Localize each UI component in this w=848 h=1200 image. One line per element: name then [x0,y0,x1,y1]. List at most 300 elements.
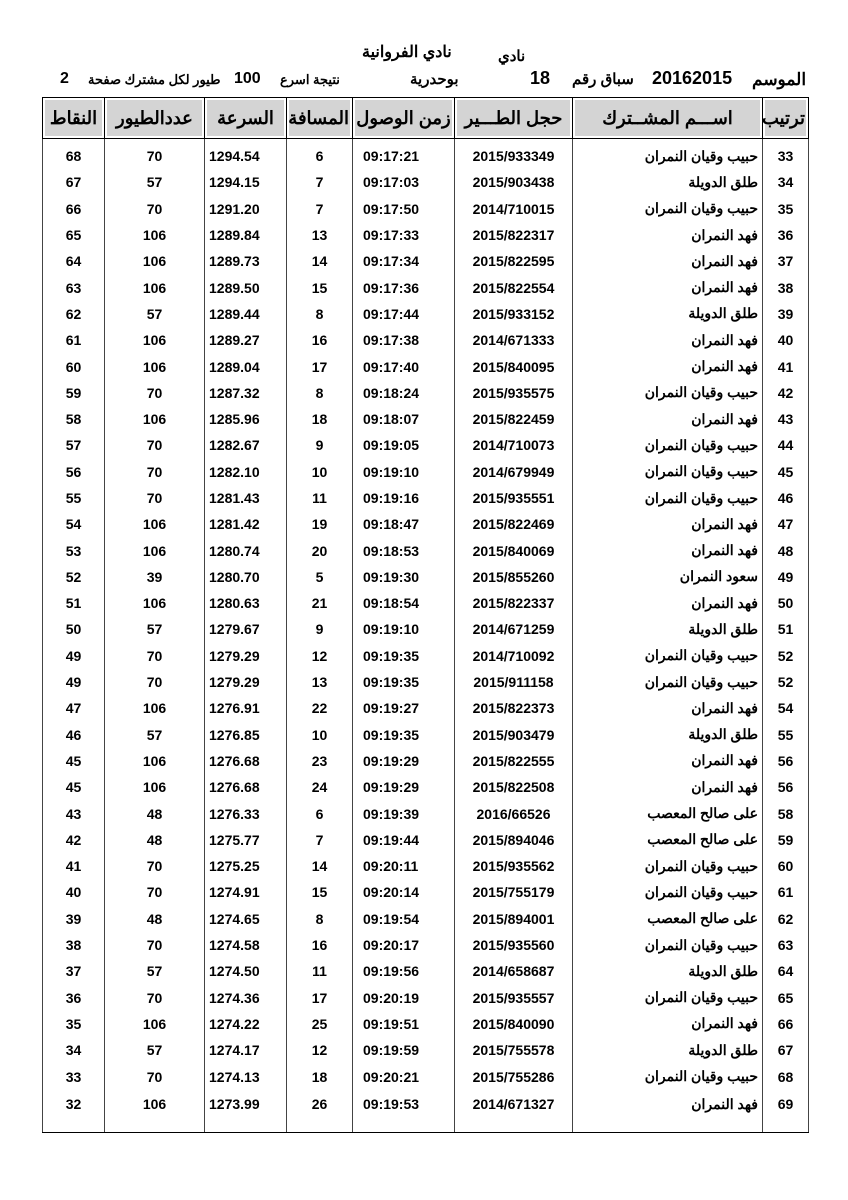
cell-ring: 2015/933349 [455,139,573,170]
cell-ring: 2014/671327 [455,1090,573,1133]
cell-distance: 16 [287,932,353,958]
cell-ring: 2015/822554 [455,274,573,300]
cell-ring: 2015/840095 [455,353,573,379]
cell-arrival-time: 09:19:39 [353,800,455,826]
cell-rank: 55 [763,722,809,748]
cell-points: 49 [43,643,105,669]
cell-distance: 9 [287,432,353,458]
cell-ring: 2015/755578 [455,1037,573,1063]
cell-ring: 2015/911158 [455,669,573,695]
cell-arrival-time: 09:17:44 [353,301,455,327]
cell-points: 47 [43,695,105,721]
cell-arrival-time: 09:19:05 [353,432,455,458]
table-row [43,827,809,853]
cell-participant: فهد النمران [573,406,763,432]
cell-speed: 1280.74 [205,537,287,563]
table-row [43,879,809,905]
cell-points: 51 [43,590,105,616]
cell-arrival-time: 09:20:19 [353,985,455,1011]
cell-arrival-time: 09:20:21 [353,1063,455,1089]
cell-rank: 40 [763,327,809,353]
cell-points: 33 [43,1063,105,1089]
cell-arrival-time: 09:19:56 [353,958,455,984]
table-row [43,853,809,879]
cell-ring: 2015/822595 [455,248,573,274]
cell-distance: 14 [287,853,353,879]
cell-arrival-time: 09:17:40 [353,353,455,379]
cell-distance: 8 [287,380,353,406]
cell-bird-count: 106 [105,248,205,274]
cell-speed: 1274.58 [205,932,287,958]
col-bird-count: عددالطيور [105,98,205,139]
cell-speed: 1276.91 [205,695,287,721]
cell-participant: فهد النمران [573,274,763,300]
cell-ring: 2015/840069 [455,537,573,563]
cell-participant: فهد النمران [573,248,763,274]
cell-participant: حبيب وقيان النمران [573,1063,763,1089]
cell-arrival-time: 09:19:29 [353,774,455,800]
col-rank: ترتيب [763,98,809,139]
cell-bird-count: 70 [105,985,205,1011]
cell-points: 64 [43,248,105,274]
cell-ring: 2014/658687 [455,958,573,984]
cell-rank: 64 [763,958,809,984]
cell-bird-count: 106 [105,748,205,774]
cell-speed: 1285.96 [205,406,287,432]
table-row [43,564,809,590]
cell-distance: 11 [287,485,353,511]
cell-rank: 42 [763,380,809,406]
cell-distance: 21 [287,590,353,616]
cell-speed: 1274.13 [205,1063,287,1089]
cell-distance: 25 [287,1011,353,1037]
cell-rank: 58 [763,800,809,826]
cell-rank: 45 [763,459,809,485]
cell-bird-count: 57 [105,958,205,984]
cell-rank: 61 [763,879,809,905]
cell-distance: 17 [287,353,353,379]
cell-ring: 2015/755179 [455,879,573,905]
cell-arrival-time: 09:17:21 [353,139,455,170]
cell-participant: فهد النمران [573,537,763,563]
table-row [43,169,809,195]
cell-participant: فهد النمران [573,1090,763,1133]
cell-rank: 67 [763,1037,809,1063]
cell-speed: 1289.04 [205,353,287,379]
table-row [43,616,809,642]
cell-ring: 2014/679949 [455,459,573,485]
cell-distance: 18 [287,1063,353,1089]
cell-participant: فهد النمران [573,1011,763,1037]
cell-bird-count: 106 [105,1011,205,1037]
cell-speed: 1289.27 [205,327,287,353]
table-row [43,774,809,800]
cell-rank: 56 [763,774,809,800]
cell-points: 39 [43,906,105,932]
cell-ring: 2015/935557 [455,985,573,1011]
cell-rank: 69 [763,1090,809,1133]
cell-bird-count: 106 [105,695,205,721]
cell-points: 46 [43,722,105,748]
page-number: 2 [60,70,69,87]
cell-speed: 1282.10 [205,459,287,485]
cell-points: 45 [43,748,105,774]
table-row [43,196,809,222]
cell-points: 55 [43,485,105,511]
cell-rank: 50 [763,590,809,616]
club-label: نادي [498,48,526,65]
cell-arrival-time: 09:18:07 [353,406,455,432]
col-arrival-time: زمن الوصول [353,98,455,139]
cell-distance: 8 [287,906,353,932]
cell-speed: 1282.67 [205,432,287,458]
table-row [43,985,809,1011]
cell-participant: حبيب وقيان النمران [573,380,763,406]
cell-rank: 54 [763,695,809,721]
cell-distance: 6 [287,800,353,826]
table-row [43,643,809,669]
cell-distance: 18 [287,406,353,432]
cell-bird-count: 106 [105,327,205,353]
cell-speed: 1279.67 [205,616,287,642]
cell-bird-count: 106 [105,774,205,800]
cell-arrival-time: 09:19:35 [353,669,455,695]
cell-points: 42 [43,827,105,853]
cell-distance: 23 [287,748,353,774]
col-speed: السرعة [205,98,287,139]
cell-speed: 1279.29 [205,643,287,669]
cell-points: 32 [43,1090,105,1133]
results-table [42,97,809,1133]
cell-speed: 1289.84 [205,222,287,248]
cell-participant: حبيب وقيان النمران [573,196,763,222]
table-row [43,432,809,458]
cell-speed: 1274.36 [205,985,287,1011]
cell-distance: 6 [287,139,353,170]
col-points: النقاط [43,98,105,139]
cell-bird-count: 48 [105,906,205,932]
cell-ring: 2015/755286 [455,1063,573,1089]
cell-speed: 1274.22 [205,1011,287,1037]
table-row [43,1090,809,1133]
table-row [43,695,809,721]
table-row [43,932,809,958]
cell-bird-count: 57 [105,616,205,642]
cell-ring: 2014/710073 [455,432,573,458]
table-header-row [43,98,809,139]
cell-points: 40 [43,879,105,905]
cell-ring: 2015/935551 [455,485,573,511]
cell-points: 59 [43,380,105,406]
cell-participant: حبيب وقيان النمران [573,643,763,669]
cell-rank: 46 [763,485,809,511]
cell-participant: على صالح المعصب [573,906,763,932]
cell-arrival-time: 09:18:54 [353,590,455,616]
cell-arrival-time: 09:19:54 [353,906,455,932]
cell-speed: 1274.50 [205,958,287,984]
cell-points: 35 [43,1011,105,1037]
cell-arrival-time: 09:19:35 [353,643,455,669]
cell-points: 58 [43,406,105,432]
cell-speed: 1276.33 [205,800,287,826]
cell-points: 54 [43,511,105,537]
cell-arrival-time: 09:17:33 [353,222,455,248]
cell-speed: 1294.54 [205,139,287,170]
table-row [43,274,809,300]
cell-distance: 16 [287,327,353,353]
col-participant: اســـم المشــترك [573,98,763,139]
cell-bird-count: 57 [105,722,205,748]
cell-rank: 41 [763,353,809,379]
cell-rank: 36 [763,222,809,248]
cell-distance: 26 [287,1090,353,1133]
cell-rank: 52 [763,669,809,695]
table-row [43,380,809,406]
cell-ring: 2015/903438 [455,169,573,195]
cell-arrival-time: 09:17:03 [353,169,455,195]
cell-ring: 2015/822337 [455,590,573,616]
cell-bird-count: 57 [105,1037,205,1063]
table-row [43,353,809,379]
cell-speed: 1274.65 [205,906,287,932]
table-row [43,301,809,327]
cell-participant: على صالح المعصب [573,800,763,826]
cell-participant: حبيب وقيان النمران [573,459,763,485]
cell-ring: 2015/822555 [455,748,573,774]
cell-arrival-time: 09:19:59 [353,1037,455,1063]
cell-rank: 47 [763,511,809,537]
cell-participant: حبيب وقيان النمران [573,853,763,879]
cell-bird-count: 106 [105,222,205,248]
cell-bird-count: 70 [105,643,205,669]
cell-rank: 48 [763,537,809,563]
cell-arrival-time: 09:20:17 [353,932,455,958]
cell-points: 45 [43,774,105,800]
cell-participant: حبيب وقيان النمران [573,485,763,511]
cell-speed: 1280.70 [205,564,287,590]
cell-ring: 2015/894001 [455,906,573,932]
cell-speed: 1289.73 [205,248,287,274]
cell-bird-count: 106 [105,537,205,563]
cell-ring: 2014/710015 [455,196,573,222]
race-label: سباق رقم [572,71,634,88]
cell-distance: 13 [287,222,353,248]
cell-points: 53 [43,537,105,563]
cell-arrival-time: 09:20:14 [353,879,455,905]
cell-bird-count: 70 [105,380,205,406]
cell-arrival-time: 09:19:51 [353,1011,455,1037]
cell-bird-count: 70 [105,879,205,905]
cell-points: 57 [43,432,105,458]
cell-bird-count: 48 [105,800,205,826]
per-member-label: طيور لكل مشترك صفحة [88,72,221,87]
cell-speed: 1274.91 [205,879,287,905]
cell-distance: 8 [287,301,353,327]
cell-arrival-time: 09:19:44 [353,827,455,853]
fastest-label: نتيجة اسرع [280,72,340,87]
cell-points: 38 [43,932,105,958]
cell-ring: 2015/933152 [455,301,573,327]
cell-participant: طلق الدويلة [573,1037,763,1063]
cell-rank: 38 [763,274,809,300]
cell-rank: 68 [763,1063,809,1089]
cell-bird-count: 106 [105,1090,205,1133]
cell-ring: 2015/822508 [455,774,573,800]
cell-rank: 37 [763,248,809,274]
cell-participant: طلق الدويلة [573,958,763,984]
season-label: الموسم [752,70,807,89]
cell-distance: 15 [287,879,353,905]
season-value: 20162015 [652,68,733,88]
cell-points: 56 [43,459,105,485]
cell-arrival-time: 09:19:16 [353,485,455,511]
cell-rank: 39 [763,301,809,327]
cell-distance: 14 [287,248,353,274]
cell-rank: 34 [763,169,809,195]
cell-participant: فهد النمران [573,327,763,353]
cell-points: 52 [43,564,105,590]
cell-arrival-time: 09:19:27 [353,695,455,721]
cell-distance: 15 [287,274,353,300]
cell-rank: 65 [763,985,809,1011]
cell-points: 49 [43,669,105,695]
cell-speed: 1276.85 [205,722,287,748]
cell-ring: 2015/935575 [455,380,573,406]
cell-bird-count: 48 [105,827,205,853]
table-row [43,248,809,274]
cell-distance: 11 [287,958,353,984]
cell-participant: فهد النمران [573,695,763,721]
fastest-count: 100 [234,70,261,87]
cell-arrival-time: 09:19:53 [353,1090,455,1133]
cell-rank: 56 [763,748,809,774]
col-ring: حجل الطـــير [455,98,573,139]
cell-arrival-time: 09:20:11 [353,853,455,879]
club-name: نادي الفروانية [362,44,452,61]
cell-ring: 2015/840090 [455,1011,573,1037]
cell-participant: طلق الدويلة [573,301,763,327]
cell-speed: 1289.44 [205,301,287,327]
cell-rank: 35 [763,196,809,222]
cell-speed: 1281.43 [205,485,287,511]
cell-bird-count: 70 [105,853,205,879]
cell-speed: 1273.99 [205,1090,287,1133]
cell-participant: طلق الدويلة [573,722,763,748]
table-row [43,459,809,485]
cell-speed: 1287.32 [205,380,287,406]
cell-bird-count: 106 [105,406,205,432]
cell-participant: فهد النمران [573,590,763,616]
cell-bird-count: 70 [105,139,205,170]
cell-arrival-time: 09:17:50 [353,196,455,222]
cell-rank: 51 [763,616,809,642]
cell-arrival-time: 09:18:53 [353,537,455,563]
cell-participant: فهد النمران [573,353,763,379]
cell-bird-count: 70 [105,1063,205,1089]
table-row [43,722,809,748]
cell-speed: 1294.15 [205,169,287,195]
cell-arrival-time: 09:19:10 [353,459,455,485]
col-distance: المسافة [287,98,353,139]
table-row [43,669,809,695]
cell-distance: 19 [287,511,353,537]
cell-ring: 2015/822469 [455,511,573,537]
cell-distance: 22 [287,695,353,721]
table-row [43,327,809,353]
cell-arrival-time: 09:17:34 [353,248,455,274]
cell-points: 66 [43,196,105,222]
cell-rank: 52 [763,643,809,669]
cell-points: 50 [43,616,105,642]
cell-bird-count: 70 [105,432,205,458]
cell-points: 61 [43,327,105,353]
cell-rank: 43 [763,406,809,432]
cell-participant: طلق الدويلة [573,616,763,642]
cell-ring: 2015/894046 [455,827,573,853]
cell-points: 63 [43,274,105,300]
cell-participant: طلق الدويلة [573,169,763,195]
cell-distance: 9 [287,616,353,642]
cell-distance: 12 [287,1037,353,1063]
cell-participant: حبيب وقيان النمران [573,139,763,170]
cell-distance: 10 [287,459,353,485]
cell-speed: 1275.77 [205,827,287,853]
table-row [43,1011,809,1037]
race-number: 18 [530,68,551,88]
cell-ring: 2014/671333 [455,327,573,353]
cell-points: 62 [43,301,105,327]
cell-arrival-time: 09:19:35 [353,722,455,748]
cell-rank: 33 [763,139,809,170]
cell-points: 68 [43,139,105,170]
race-location: بوحدرية [410,71,459,88]
cell-points: 37 [43,958,105,984]
cell-bird-count: 106 [105,590,205,616]
table-row [43,511,809,537]
cell-arrival-time: 09:19:10 [353,616,455,642]
cell-speed: 1280.63 [205,590,287,616]
cell-bird-count: 57 [105,169,205,195]
table-row [43,590,809,616]
cell-points: 60 [43,353,105,379]
cell-bird-count: 70 [105,669,205,695]
cell-ring: 2015/822459 [455,406,573,432]
cell-arrival-time: 09:17:38 [353,327,455,353]
cell-rank: 62 [763,906,809,932]
cell-arrival-time: 09:18:47 [353,511,455,537]
table-row [43,537,809,563]
cell-arrival-time: 09:18:24 [353,380,455,406]
table-row [43,958,809,984]
cell-rank: 59 [763,827,809,853]
cell-distance: 17 [287,985,353,1011]
table-row [43,222,809,248]
cell-bird-count: 106 [105,511,205,537]
cell-ring: 2015/822317 [455,222,573,248]
cell-rank: 60 [763,853,809,879]
cell-arrival-time: 09:17:36 [353,274,455,300]
cell-bird-count: 70 [105,485,205,511]
cell-distance: 7 [287,196,353,222]
cell-ring: 2016/66526 [455,800,573,826]
cell-participant: حبيب وقيان النمران [573,932,763,958]
table-row [43,800,809,826]
cell-ring: 2015/903479 [455,722,573,748]
cell-ring: 2015/822373 [455,695,573,721]
cell-speed: 1275.25 [205,853,287,879]
table-row [43,406,809,432]
table-row [43,906,809,932]
